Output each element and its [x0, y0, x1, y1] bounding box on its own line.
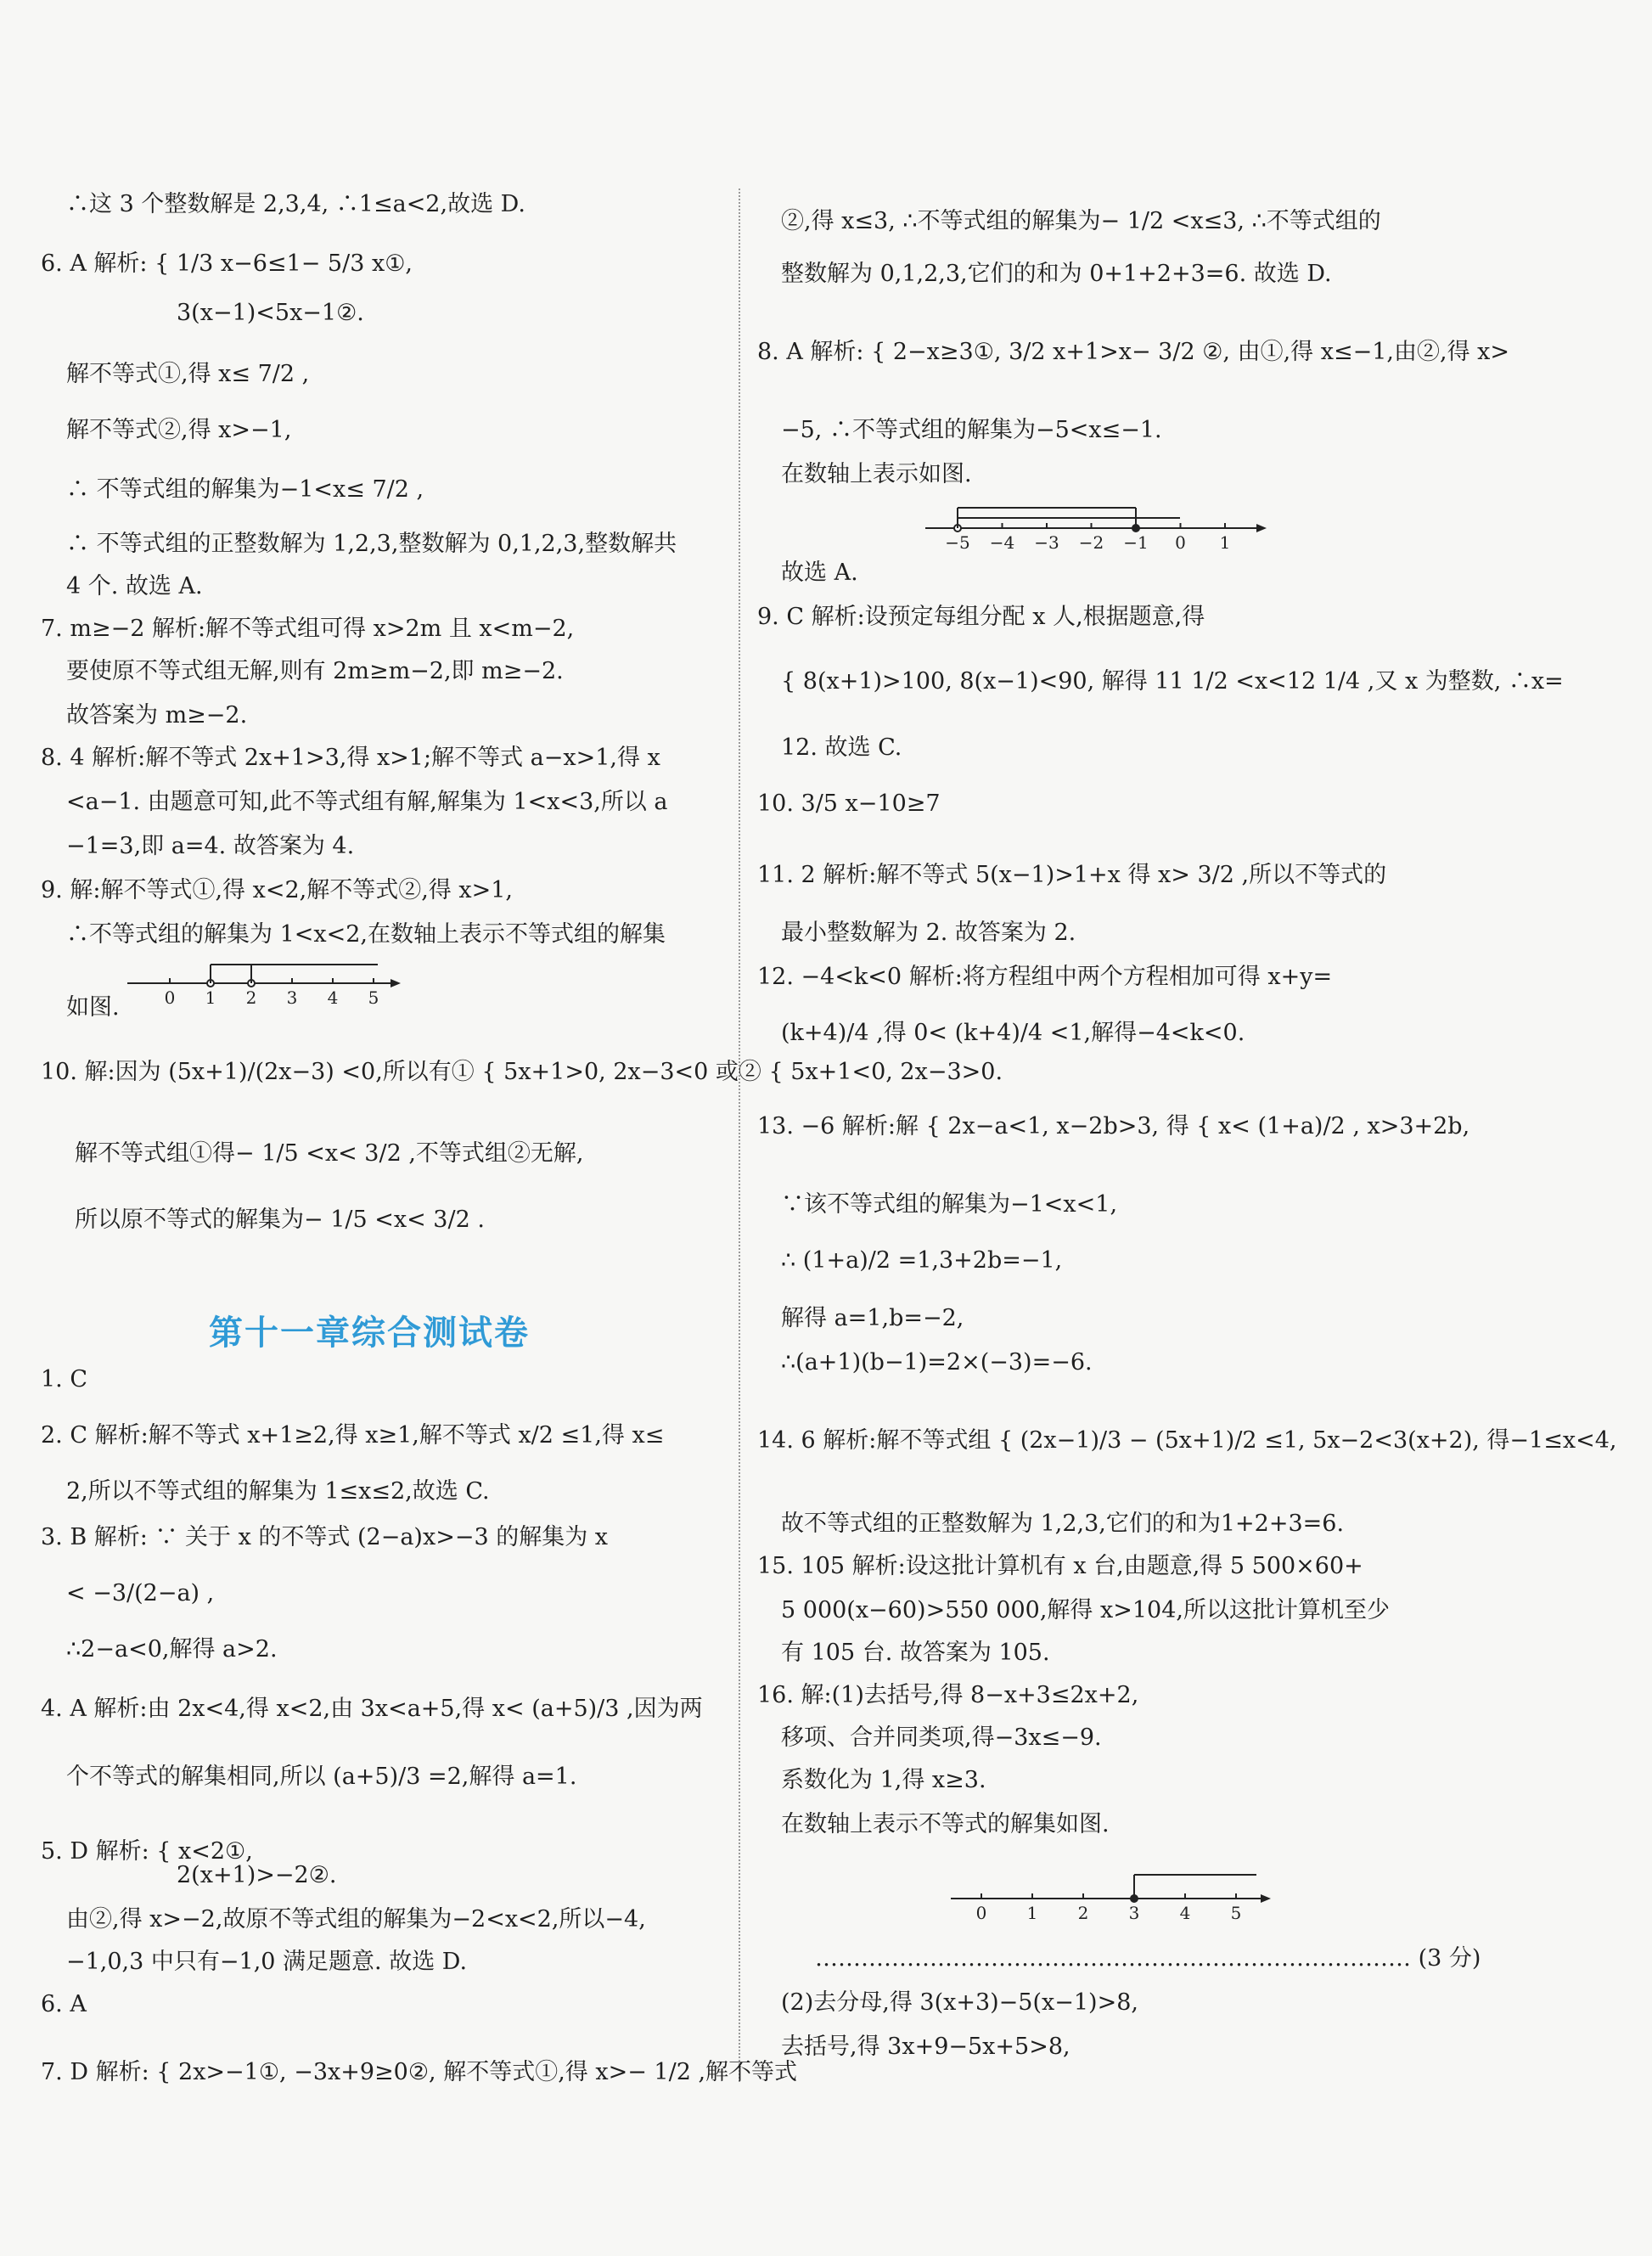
left-line-12: <a−1. 由题意可知,此不等式组有解,解集为 1<x<3,所以 a — [66, 789, 668, 815]
left-line-9: 要使原不等式组无解,则有 2m≥m−2,即 m≥−2. — [66, 658, 564, 684]
left-line-33: 7. D 解析: { 2x>−1①, −3x+9≥0②, 解不等式①,得 x>− 1/2 ,解不等式 — [41, 2059, 798, 2085]
left-line-3: 解不等式①,得 x≤ 7/2 , — [66, 361, 310, 387]
axis-tick-label: 1 — [1219, 532, 1231, 553]
right-line-10: 11. 2 解析:解不等式 5(x−1)>1+x 得 x> 3/2 ,所以不等式的 — [757, 862, 1387, 888]
left-line-30: 由②,得 x>−2,故原不等式组的解集为−2<x<2,所以−4, — [66, 1906, 646, 1933]
right-line-15: ∵该不等式组的解集为−1<x<1, — [781, 1191, 1118, 1218]
left-line-1: 6. A 解析: { 1/3 x−6≤1− 5/3 x①, — [41, 250, 413, 277]
left-line-4: 解不等式②,得 x>−1, — [66, 417, 292, 443]
left-line-11: 8. 4 解析:解不等式 2x+1>3,得 x>1;解不等式 a−x>1,得 x — [41, 745, 660, 771]
right-line-16: ∴ (1+a)/2 =1,3+2b=−1, — [781, 1247, 1063, 1274]
left-line-7: 4 个. 故选 A. — [66, 573, 203, 599]
axis-tick-label: −3 — [1034, 532, 1059, 553]
axis-tick-label: 4 — [327, 987, 339, 1008]
axis-tick-label: 0 — [164, 987, 176, 1008]
right-line-20: 故不等式组的正整数解为 1,2,3,它们的和为1+2+3=6. — [781, 1511, 1345, 1537]
axis-tick-label: −1 — [1123, 532, 1149, 553]
axis-tick-label: −5 — [945, 532, 970, 553]
right-line-9: 10. 3/5 x−10≥7 — [757, 790, 941, 817]
number-line-left — [119, 958, 407, 1015]
left-line-10: 故答案为 m≥−2. — [66, 702, 248, 729]
right-line-27: 在数轴上表示不等式的解集如图. — [781, 1811, 1110, 1837]
left-line-14: 9. 解:解不等式①,得 x<2,解不等式②,得 x>1, — [41, 877, 513, 903]
axis-tick-label: 5 — [1230, 1903, 1242, 1923]
right-line-11: 最小整数解为 2. 故答案为 2. — [781, 920, 1076, 946]
left-line-8: 7. m≥−2 解析:解不等式组可得 x>2m 且 x<m−2, — [41, 616, 575, 642]
left-line-20: 1. C — [41, 1366, 88, 1392]
left-line-24: < −3/(2−a) , — [66, 1580, 215, 1606]
left-line-25: ∴2−a<0,解得 a>2. — [66, 1636, 278, 1662]
right-line-29: (2)去分母,得 3(x+3)−5(x−1)>8, — [781, 1989, 1138, 2016]
right-line-19: 14. 6 解析:解不等式组 { (2x−1)/3 − (5x+1)/2 ≤1, 5x−2<3(x+2), 得−1≤x<4, — [757, 1427, 1617, 1454]
axis-tick-label: 3 — [286, 987, 298, 1008]
right-line-7: { 8(x+1)>100, 8(x−1)<90, 解得 11 1/2 <x<12 1/4 ,又 x 为整数, ∴x= — [781, 668, 1564, 695]
left-line-16: 如图. — [66, 994, 120, 1021]
right-line-12: 12. −4<k<0 解析:将方程组中两个方程相加可得 x+y= — [757, 964, 1333, 990]
axis-tick-label: 0 — [975, 1903, 987, 1923]
left-line-15: ∴不等式组的解集为 1<x<2,在数轴上表示不等式组的解集 — [66, 921, 666, 948]
right-line-2: 8. A 解析: { 2−x≥3①, 3/2 x+1>x− 3/2 ②, 由①,得 x≤−1,由②,得 x> — [757, 339, 1510, 365]
axis-tick-label: 2 — [245, 987, 257, 1008]
axis-tick-label: 1 — [205, 987, 216, 1008]
right-line-26: 系数化为 1,得 x≥3. — [781, 1767, 986, 1793]
section-heading: 第十一章综合测试卷 — [209, 1314, 530, 1353]
right-line-17: 解得 a=1,b=−2, — [781, 1305, 964, 1331]
left-line-29: 2(x+1)>−2②. — [177, 1862, 337, 1888]
right-line-4: 在数轴上表示如图. — [781, 461, 972, 487]
left-line-32: 6. A — [41, 1991, 87, 2017]
right-line-13: (k+4)/4 ,得 0< (k+4)/4 <1,解得−4<k<0. — [781, 1020, 1245, 1046]
axis-tick-label: 0 — [1175, 532, 1186, 553]
left-line-2: 3(x−1)<5x−1②. — [177, 300, 364, 326]
left-line-26: 4. A 解析:由 2x<4,得 x<2,由 3x<a+5,得 x< (a+5)/3 ,因为两 — [41, 1696, 703, 1722]
left-line-18: 解不等式组①得− 1/5 <x< 3/2 ,不等式组②无解, — [75, 1140, 584, 1167]
right-line-1: 整数解为 0,1,2,3,它们的和为 0+1+2+3=6. 故选 D. — [781, 261, 1332, 287]
axis-tick-label: 5 — [368, 987, 379, 1008]
axis-tick-label: 2 — [1077, 1903, 1089, 1923]
right-line-0: ②,得 x≤3, ∴不等式组的解集为− 1/2 <x≤3, ∴不等式组的 — [781, 208, 1381, 234]
right-line-25: 移项、合并同类项,得−3x≤−9. — [781, 1724, 1102, 1751]
right-line-30: 去括号,得 3x+9−5x+5>8, — [781, 2034, 1070, 2060]
right-line-23: 有 105 台. 故答案为 105. — [781, 1640, 1050, 1666]
right-line-5: 故选 A. — [781, 560, 858, 586]
left-line-6: ∴ 不等式组的正整数解为 1,2,3,整数解为 0,1,2,3,整数解共 — [66, 531, 677, 557]
left-line-5: ∴ 不等式组的解集为−1<x≤ 7/2 , — [66, 476, 424, 503]
number-line-right-2 — [942, 1868, 1282, 1933]
right-line-6: 9. C 解析:设预定每组分配 x 人,根据题意,得 — [757, 604, 1205, 630]
left-line-21: 2. C 解析:解不等式 x+1≥2,得 x≥1,解不等式 x/2 ≤1,得 x≤ — [41, 1422, 665, 1449]
right-line-18: ∴(a+1)(b−1)=2×(−3)=−6. — [781, 1349, 1093, 1376]
left-line-17: 10. 解:因为 (5x+1)/(2x−3) <0,所以有① { 5x+1>0, 2x−3<0 或② { 5x+1<0, 2x−3>0. — [41, 1059, 1003, 1085]
left-line-19: 所以原不等式的解集为− 1/5 <x< 3/2 . — [75, 1207, 485, 1233]
column-divider — [739, 188, 740, 2082]
right-line-8: 12. 故选 C. — [781, 734, 902, 761]
axis-tick-label: 4 — [1179, 1903, 1191, 1923]
left-line-0: ∴这 3 个整数解是 2,3,4, ∴1≤a<2,故选 D. — [66, 191, 525, 217]
right-line-28: …………………………………………………………………… (3 分) — [815, 1945, 1481, 1972]
axis-tick-label: −4 — [989, 532, 1015, 553]
axis-tick-label: −2 — [1078, 532, 1104, 553]
number-line-right-1 — [925, 501, 1282, 566]
axis-tick-label: 1 — [1026, 1903, 1038, 1923]
axis-tick-label: 3 — [1128, 1903, 1140, 1923]
right-line-21: 15. 105 解析:设这批计算机有 x 台,由题意,得 5 500×60+ — [757, 1553, 1363, 1579]
left-line-23: 3. B 解析: ∵ 关于 x 的不等式 (2−a)x>−3 的解集为 x — [41, 1524, 609, 1550]
right-line-24: 16. 解:(1)去括号,得 8−x+3≤2x+2, — [757, 1682, 1139, 1708]
left-line-13: −1=3,即 a=4. 故答案为 4. — [66, 833, 355, 859]
right-line-22: 5 000(x−60)>550 000,解得 x>104,所以这批计算机至少 — [781, 1597, 1390, 1623]
left-line-31: −1,0,3 中只有−1,0 满足题意. 故选 D. — [66, 1949, 468, 1975]
left-line-28: 5. D 解析: { x<2①, — [41, 1838, 253, 1865]
right-line-14: 13. −6 解析:解 { 2x−a<1, x−2b>3, 得 { x< (1+a)/2 , x>3+2b, — [757, 1113, 1470, 1139]
left-line-27: 个不等式的解集相同,所以 (a+5)/3 =2,解得 a=1. — [66, 1764, 577, 1790]
right-line-3: −5, ∴不等式组的解集为−5<x≤−1. — [781, 417, 1162, 443]
left-line-22: 2,所以不等式组的解集为 1≤x≤2,故选 C. — [66, 1478, 490, 1505]
